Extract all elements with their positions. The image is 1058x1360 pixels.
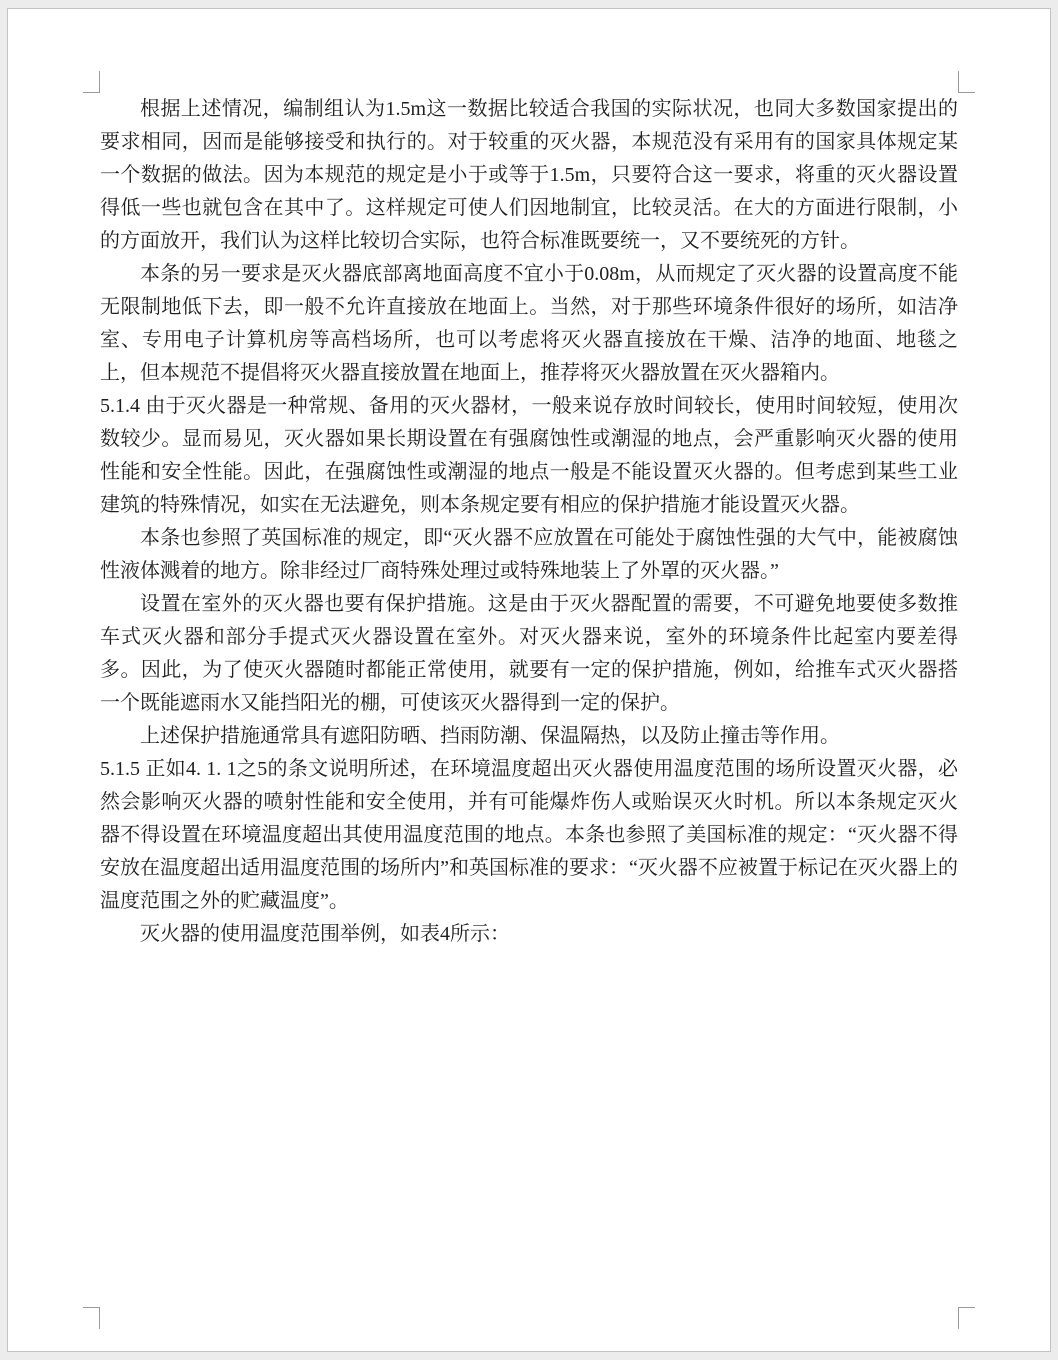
paragraph: 上述保护措施通常具有遮阳防晒、挡雨防潮、保温隔热，以及防止撞击等作用。 [140,725,840,747]
document-page [7,8,1051,1352]
paragraph: 根据上述情况，编制组认为1.5m这一数据比较适合我国的实际状况，也同大多数国家提出的要求相同，因而是能够接受和执行的。对于较重的灭火器，本规范没有采用有的国家具体规定某一个数据的做法。因为本规范的规定是小于或等于1.5m，只要符合这一要求，将重的灭火器设置得低一些也就包含在其中了。这样规定可使人们因地制宜，比较灵活。在大的方面进行限制，小的方面放开，我们认为这样比较切合实际，也符合标准既要统一，又不要统死的方针。 [100,98,958,252]
paragraph: 本条的另一要求是灭火器底部离地面高度不宜小于0.08m，从而规定了灭火器的设置高度不能无限制地低下去，即一般不允许直接放在地面上。当然，对于那些环境条件很好的场所，如洁净室、专用电子计算机房等高档场所，也可以考虑将灭火器直接放在干燥、洁净的地面、地毯之上，但本规范不提倡将灭火器直接放置在地面上，推荐将灭火器放置在灭火器箱内。 [100,263,958,384]
crop-mark-bottom-right [958,1307,975,1329]
paragraph: 灭火器的使用温度范围举例，如表4所示： [140,923,510,945]
crop-mark-top-right [958,71,975,93]
paragraph: 设置在室外的灭火器也要有保护措施。这是由于灭火器配置的需要，不可避免地要使多数推车式灭火器和部分手提式灭火器设置在室外。对灭火器来说，室外的环境条件比起室内要差得多。因此，为了使灭火器随时都能正常使用，就要有一定的保护措施，例如，给推车式灭火器搭一个既能遮雨水又能挡阳光的棚，可使该灭火器得到一定的保护。 [100,593,958,714]
paragraph-clause-5-1-5: 5.1.5 正如4. 1. 1之5的条文说明所述，在环境温度超出灭火器使用温度范围的场所设置灭火器，必然会影响灭火器的喷射性能和安全使用，并有可能爆炸伤人或贻误灭火时机。所以本条规定灭火器不得设置在环境温度超出其使用温度范围的地点。本条也参照了美国标准的规定：“灭火器不得安放在温度超出适用温度范围的场所内”和英国标准的要求：“灭火器不应被置于标记在灭火器上的温度范围之外的贮藏温度”。 [100,758,958,912]
paragraph-clause-5-1-4: 5.1.4 由于灭火器是一种常规、备用的灭火器材，一般来说存放时间较长，使用时间较短，使用次数较少。显而易见，灭火器如果长期设置在有强腐蚀性或潮湿的地点，会严重影响灭火器的使用性能和安全性能。因此，在强腐蚀性或潮湿的地点一般是不能设置灭火器的。但考虑到某些工业建筑的特殊情况，如实在无法避免，则本条规定要有相应的保护措施才能设置灭火器。 [100,395,958,516]
crop-mark-bottom-left [83,1307,100,1329]
crop-mark-top-left [83,71,100,93]
document-body [100,93,958,951]
paragraph: 本条也参照了英国标准的规定，即“灭火器不应放置在可能处于腐蚀性强的大气中，能被腐蚀性液体溅着的地方。除非经过厂商特殊处理过或特殊地装上了外罩的灭火器。” [100,527,958,582]
